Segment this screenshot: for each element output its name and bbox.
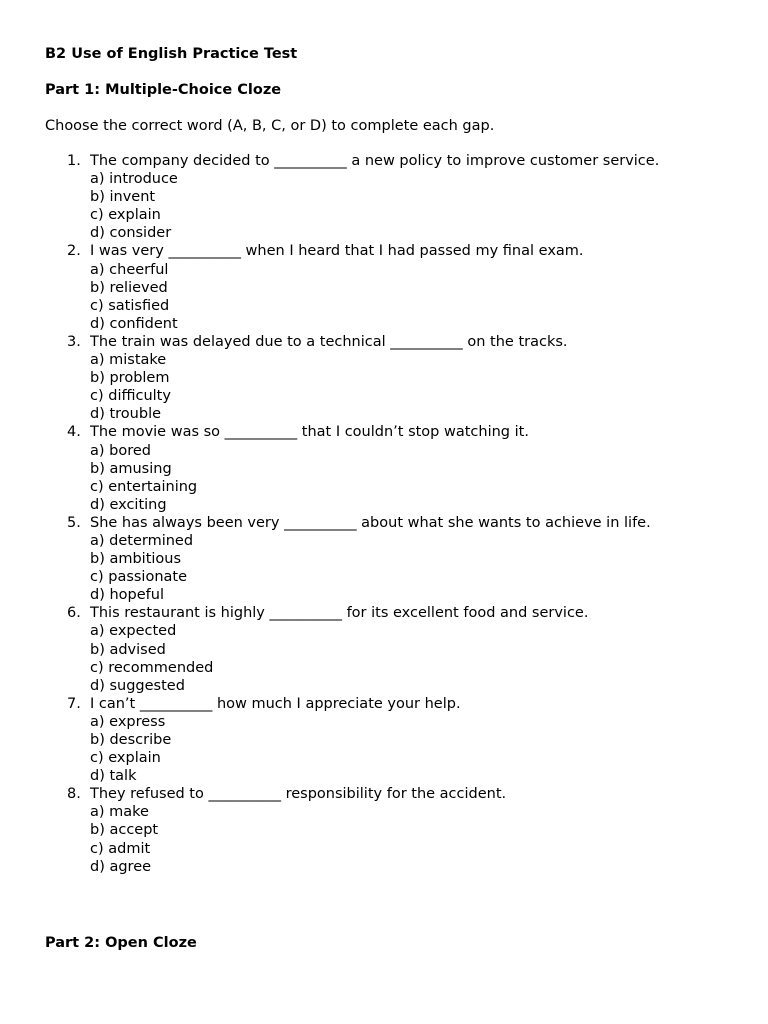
- option-d: d) confident: [90, 315, 178, 332]
- question-6: [45, 604, 745, 694]
- option-d: d) agree: [90, 858, 152, 875]
- question-text: I was very __________ when I heard that I had passed my final exam.: [90, 243, 584, 260]
- option-b: b) relieved: [90, 279, 168, 296]
- part2-heading: Part 2: Open Cloze: [45, 935, 197, 951]
- option-c: c) explain: [90, 207, 161, 224]
- option-b: b) ambitious: [90, 551, 182, 568]
- option-d: d) trouble: [90, 406, 162, 423]
- question-2: [45, 242, 745, 332]
- option-a: a) make: [90, 804, 149, 821]
- question-3: [45, 333, 745, 423]
- question-number: 8.: [67, 786, 81, 803]
- option-a: a) expected: [90, 623, 177, 640]
- document-title: B2 Use of English Practice Test: [45, 46, 298, 62]
- option-d: d) talk: [90, 768, 137, 785]
- question-text: The company decided to __________ a new policy to improve customer service.: [90, 153, 660, 169]
- question-text: I can’t __________ how much I appreciate your help.: [90, 695, 461, 712]
- question-number: 1.: [67, 153, 81, 169]
- option-c: c) difficulty: [90, 388, 171, 405]
- question-number: 3.: [67, 333, 81, 350]
- option-b: b) amusing: [90, 460, 172, 477]
- question-5: [45, 514, 745, 604]
- question-list: [45, 152, 745, 876]
- option-b: b) advised: [90, 641, 166, 658]
- question-number: 4.: [67, 424, 81, 441]
- option-c: c) passionate: [90, 569, 188, 586]
- option-d: d) suggested: [90, 677, 185, 694]
- option-c: c) explain: [90, 750, 161, 767]
- option-a: a) express: [90, 713, 166, 730]
- question-text: They refused to __________ responsibility for the accident.: [90, 786, 507, 803]
- question-number: 2.: [67, 243, 81, 260]
- question-text: The movie was so __________ that I couldn’t stop watching it.: [90, 424, 529, 441]
- option-d: d) consider: [90, 225, 172, 242]
- option-b: b) invent: [90, 189, 156, 206]
- part1-heading: Part 1: Multiple-Choice Cloze: [45, 82, 282, 98]
- question-8: [45, 785, 745, 875]
- question-text: The train was delayed due to a technical __________ on the tracks.: [90, 333, 568, 350]
- option-a: a) introduce: [90, 171, 178, 188]
- option-c: c) satisfied: [90, 297, 170, 314]
- question-number: 6.: [67, 605, 81, 622]
- question-text: This restaurant is highly __________ for its excellent food and service.: [90, 605, 589, 622]
- option-c: c) recommended: [90, 659, 214, 676]
- option-c: c) admit: [90, 840, 151, 857]
- question-number: 7.: [67, 695, 81, 712]
- option-a: a) determined: [90, 532, 194, 549]
- option-d: d) exciting: [90, 496, 167, 513]
- option-b: b) describe: [90, 732, 172, 748]
- option-b: b) accept: [90, 822, 159, 839]
- option-d: d) hopeful: [90, 587, 164, 604]
- option-c: c) entertaining: [90, 478, 198, 495]
- option-a: a) bored: [90, 442, 151, 459]
- option-b: b) problem: [90, 370, 170, 387]
- option-a: a) cheerful: [90, 261, 169, 278]
- question-4: [45, 423, 745, 513]
- question-text: She has always been very __________ about what she wants to achieve in life.: [90, 514, 651, 531]
- option-a: a) mistake: [90, 352, 167, 369]
- part1-instructions: Choose the correct word (A, B, C, or D) to complete each gap.: [45, 118, 495, 134]
- document-page: [45, 44, 745, 876]
- question-1: [45, 152, 745, 242]
- question-7: [45, 695, 745, 785]
- question-number: 5.: [67, 514, 81, 531]
